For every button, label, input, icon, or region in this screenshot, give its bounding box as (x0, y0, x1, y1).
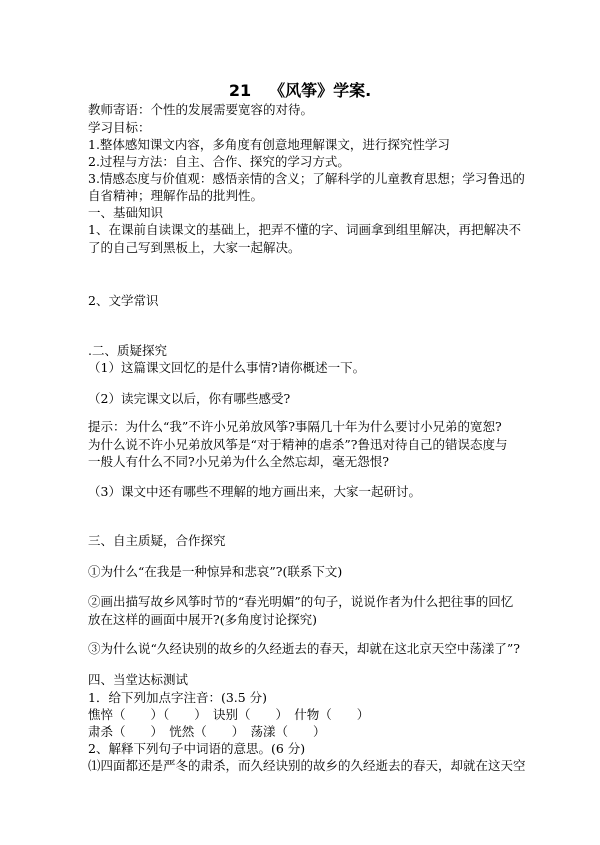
pinyin-row2: 肃杀（ ） 恍然（ ） 荡漾（ ） (88, 724, 326, 739)
section2-hint-line3: 一般人有什么不同?小兄弟为什么全然忘却，毫无怨恨? (88, 454, 389, 469)
section4-task2: 2、解释下列句子中词语的意思。(6 分) (88, 741, 306, 756)
section2-hint-line1: 提示：为什么“我”不许小兄弟放风筝?事隔几十年为什么要讨小兄弟的宽恕? (88, 419, 502, 434)
section3-question2-line1: ②画出描写故乡风筝时节的“春光明媚”的句子，说说作者为什么把往事的回忆 (88, 594, 514, 609)
section1-item1-line1: 1、在课前自读课文的基础上，把弄不懂的字、词画拿到组里解决，再把解决不 (88, 222, 521, 237)
section4-heading: 四、当堂达标测试 (88, 672, 189, 687)
page-title (0, 78, 600, 101)
objective-3-line2: 自省精神；理解作品的批判性。 (88, 188, 264, 203)
section2-hint-line2: 为什么说不许小兄弟放风筝是“对于精神的虐杀”?鲁迅对待自己的错误态度与 (88, 437, 508, 452)
section2-question3: （3）课文中还有哪些不理解的地方画出来，大家一起研讨。 (88, 484, 421, 499)
section2-question1: （1）这篇课文回忆的是什么事情?请你概述一下。 (88, 360, 366, 375)
section4-sentence1: ⑴四面都还是严冬的肃杀，而久经诀别的故乡的久经逝去的春天，却就在这天空 (88, 758, 526, 773)
section3-heading: 三、自主质疑，合作探究 (88, 533, 226, 548)
section1-item1-line2: 了的自己写到黑板上，大家一起解决。 (88, 240, 301, 255)
section2-question2: （2）读完课文以后，你有哪些感受? (88, 391, 291, 406)
section4-task1: 1．给下列加点字注音：(3.5 分) (88, 690, 268, 705)
section3-question3: ③为什么说“久经诀别的故乡的久经逝去的春天，却就在这北京天空中荡漾了”? (88, 641, 520, 656)
section1-heading: 一、基础知识 (88, 205, 164, 220)
lesson-number: 21 (228, 81, 252, 100)
section2-heading: .二、质疑探究 (88, 343, 167, 358)
lesson-title: 《风筝》学案. (269, 81, 372, 100)
section3-question2-line2: 放在这样的画面中展开?(多角度讨论探究) (88, 612, 317, 627)
teacher-message: 教师寄语：个性的发展需要宽容的对待。 (88, 102, 314, 117)
objective-3-line1: 3.情感态度与价值观：感悟亲情的含义；了解科学的儿童教育思想；学习鲁迅的 (88, 171, 525, 186)
objectives-heading: 学习目标： (88, 120, 151, 135)
section1-item2: 2、文学常识 (88, 293, 159, 308)
pinyin-row1: 憔悴（ ）（ ） 诀别（ ） 什物（ ） (88, 707, 370, 722)
objective-1: 1.整体感知课文内容，多角度有创意地理解课文，进行探究性学习 (88, 137, 450, 152)
section3-question1: ①为什么“在我是一种惊异和悲哀”?(联系下文) (88, 564, 343, 579)
objective-2: 2.过程与方法：自主、合作、探究的学习方式。 (88, 154, 350, 169)
